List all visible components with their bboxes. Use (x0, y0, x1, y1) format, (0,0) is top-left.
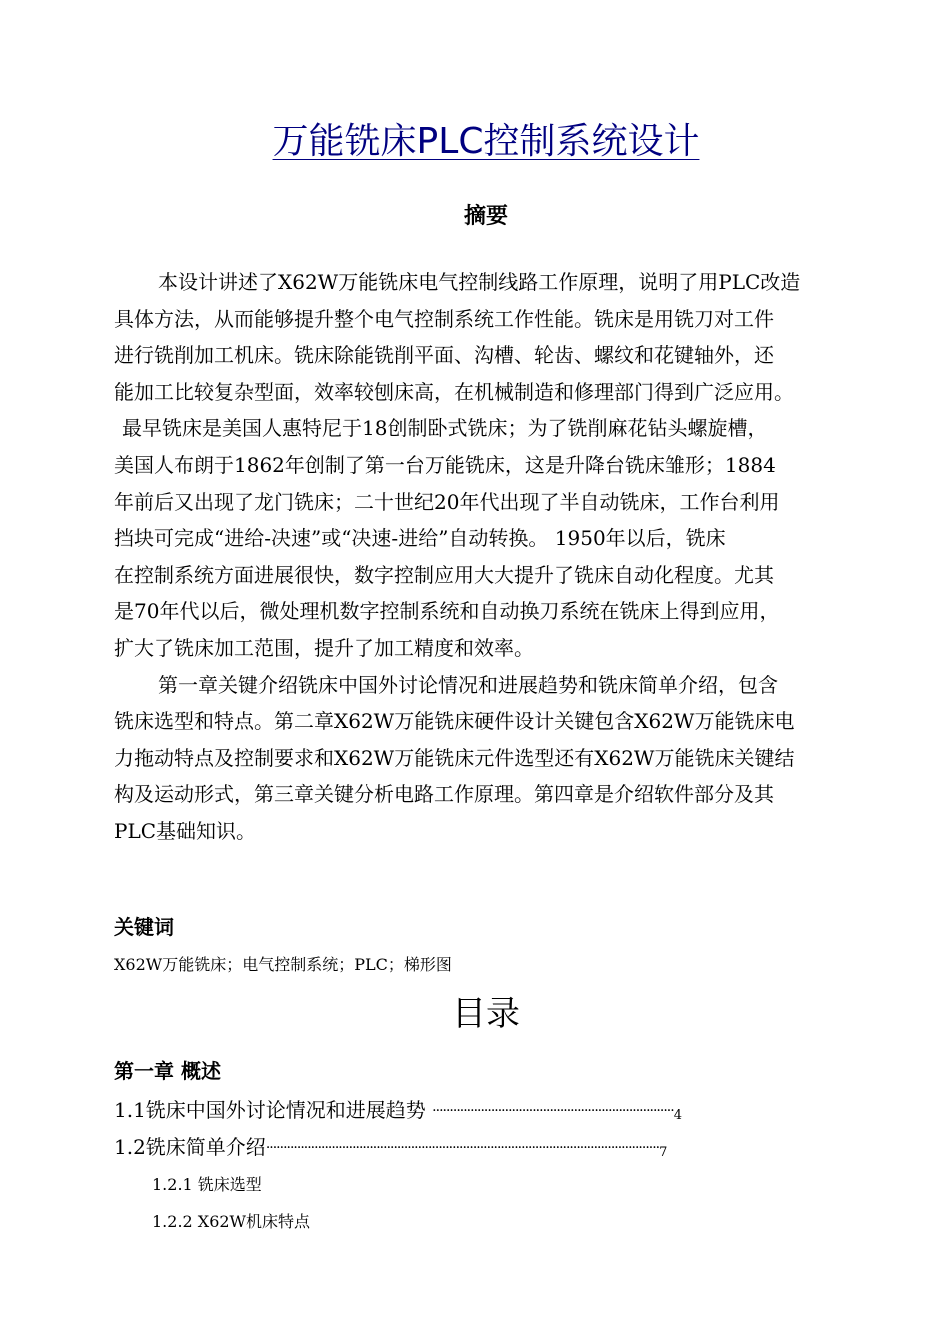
keywords-heading: 关键词 (114, 915, 174, 939)
abstract-line: 美国人布朗于1862年创制了第一台万能铣床，这是升降台铣床雏形；1884 (114, 452, 776, 477)
toc-subentry[interactable]: 1.2.1 铣床选型 (152, 1175, 262, 1194)
keywords-text: X62W万能铣床；电气控制系统；PLC；梯形图 (114, 955, 452, 974)
abstract-line: 具体方法，从而能够提升整个电气控制系统工作性能。铣床是用铣刀对工件 (114, 306, 774, 331)
abstract-line: 铣床选型和特点。第二章X62W万能铣床硬件设计关键包含X62W万能铣床电 (114, 709, 795, 734)
abstract-line: 是70年代以后，微处理机数字控制系统和自动换刀系统在铣床上得到应用， (114, 599, 780, 624)
abstract-line: 构及运动形式，第三章关键分析电路工作原理。第四章是介绍软件部分及其 (114, 782, 774, 807)
abstract-line: 能加工比较复杂型面，效率较刨床高，在机械制造和修理部门得到广泛应用。 (114, 379, 794, 404)
toc-entry[interactable] (114, 1132, 667, 1168)
abstract-line: 本设计讲述了X62W万能铣床电气控制线路工作原理，说明了用PLC改造 (158, 270, 801, 294)
toc-heading: 目录 (452, 994, 520, 1034)
abstract-line: 进行铣削加工机床。铣床除能铣削平面、沟槽、轮齿、螺纹和花键轴外，还 (114, 343, 774, 368)
abstract-line: 挡块可完成“进给-决速”或“决速-进给”自动转换。 1950年以后，铣床 (114, 526, 726, 551)
abstract-line: PLC基础知识。 (114, 818, 257, 843)
toc-chapter-heading: 第一章 概述 (114, 1059, 221, 1083)
toc-page-number: 7 (659, 1145, 668, 1160)
abstract-body (114, 264, 864, 850)
toc-page-number: 4 (673, 1108, 682, 1123)
toc-leader-dots: ·················································································································· (265, 1140, 660, 1156)
toc-entry-label: 1.1铣床中国外讨论情况和进展趋势 (114, 1098, 433, 1122)
toc-entry-label: 1.2铣床简单介绍 (114, 1135, 266, 1159)
toc-entry[interactable] (114, 1095, 682, 1131)
abstract-line: 扩大了铣床加工范围，提升了加工精度和效率。 (114, 635, 534, 660)
toc-leader-dots: ······································································ (432, 1103, 674, 1119)
abstract-line: 第一章关键介绍铣床中国外讨论情况和进展趋势和铣床简单介绍，包含 (158, 672, 778, 697)
document-title: 万能铣床PLC控制系统设计 (272, 121, 700, 162)
abstract-line: 在控制系统方面进展很快，数字控制应用大大提升了铣床自动化程度。尤其 (114, 562, 774, 587)
abstract-line: 力拖动特点及控制要求和X62W万能铣床元件选型还有X62W万能铣床关键结 (114, 745, 795, 770)
toc-subentry[interactable]: 1.2.2 X62W机床特点 (152, 1212, 310, 1231)
abstract-line: 年前后又出现了龙门铣床；二十世纪20年代出现了半自动铣床，工作台利用 (114, 489, 780, 514)
abstract-line: 最早铣床是美国人惠特尼于18创制卧式铣床；为了铣削麻花钻头螺旋槽， (122, 416, 768, 441)
abstract-heading: 摘要 (463, 204, 508, 229)
